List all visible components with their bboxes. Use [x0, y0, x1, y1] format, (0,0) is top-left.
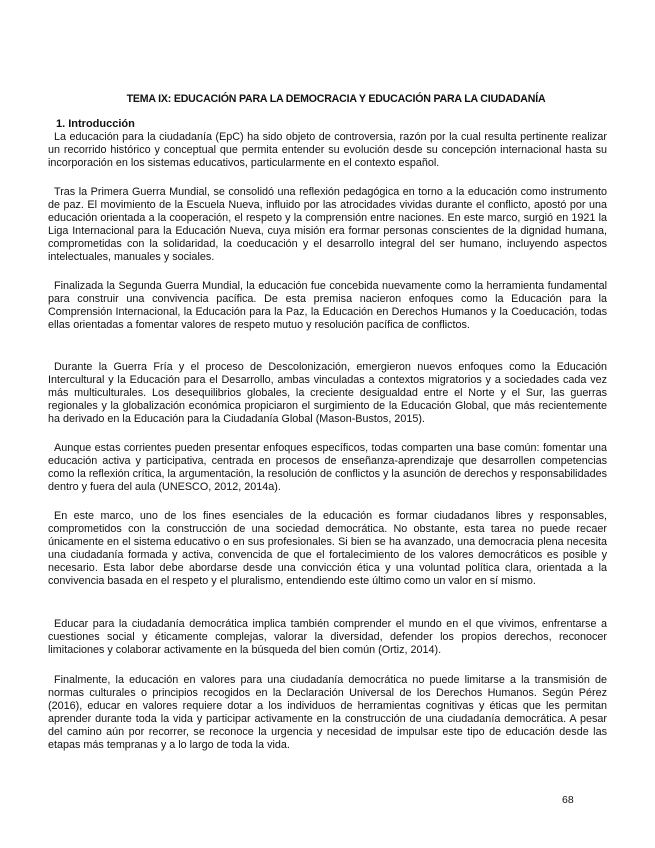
paragraph-1: La educación para la ciudadanía (EpC) ha sido objeto de controversia, razón por la cual resulta pertinente realizar un recorrido histórico y conceptual que permita entender su evolución desde su concepción internacional hasta su incorporación en los sistemas educativos, particularmente en el contexto español.: [48, 131, 607, 169]
paragraph-6: En este marco, uno de los fines esenciales de la educación es formar ciudadanos libres y responsables, comprometidos con la construcción de una sociedad democrática. No obstante, esta tarea no puede recaer únicamente en el sistema educativo o en sus profesionales. Si bien se ha avanzado, una democracia plena necesita una ciudadanía formada y activa, convencida de que el fortalecimiento de los valores democráticos es posible y necesario. Esta labor debe abordarse desde una convicción ética y una voluntad política clara, orientada a la convivencia basada en el respeto y el pluralismo, entendiendo este último como un valor en sí mismo.: [48, 510, 607, 587]
section-heading: 1. Introducción: [56, 118, 135, 130]
paragraph-4: Durante la Guerra Fría y el proceso de Descolonización, emergieron nuevos enfoques como la Educación Intercultural y la Educación para el Desarrollo, ambas vinculadas a contextos migratorios y a sociedades cada vez más multiculturales. Los desequilibrios globales, la creciente desigualdad entre el Norte y el Sur, las guerras regionales y la globalización económica propiciaron el surgimiento de la Educación Global, que más recientemente ha derivado en la Educación para la Ciudadanía Global (Mason-Bustos, 2015).: [48, 361, 607, 425]
paragraph-3: Finalizada la Segunda Guerra Mundial, la educación fue concebida nuevamente como la herramienta fundamental para construir una convivencia pacífica. De esta premisa nacieron enfoques como la Educación para la Comprensión Internacional, la Educación para la Paz, la Educación en Derechos Humanos y la Coeducación, todas ellas orientadas a fomentar valores de respeto mutuo y resolución pacífica de conflictos.: [48, 280, 607, 331]
paragraph-5: Aunque estas corrientes pueden presentar enfoques específicos, todas comparten una base común: fomentar una educación activa y participativa, centrada en procesos de enseñanza-aprendizaje que desarrollen competencias como la reflexión crítica, la argumentación, la resolución de conflictos y la asunción de derechos y responsabilidades dentro y fuera del aula (UNESCO, 2012, 2014a).: [48, 442, 607, 493]
paragraph-8: Finalmente, la educación en valores para una ciudadanía democrática no puede limitarse a la transmisión de normas culturales o principios recogidos en la Declaración Universal de los Derechos Humanos. Según Pérez (2016), educar en valores requiere dotar a los individuos de herramientas cognitivas y éticas que les permitan aprender durante toda la vida y participar activamente en la construcción de una ciudadanía democrática. A pesar del camino aún por recorrer, se reconoce la urgencia y necesidad de impulsar este tipo de educación desde las etapas más tempranas y a lo largo de toda la vida.: [48, 674, 607, 751]
paragraph-2: Tras la Primera Guerra Mundial, se consolidó una reflexión pedagógica en torno a la educación como instrumento de paz. El movimiento de la Escuela Nueva, influido por las atrocidades vividas durante el conflicto, apostó por una educación orientada a la cooperación, el respeto y la comprensión entre naciones. En este marco, surgió en 1921 la Liga Internacional para la Educación Nueva, cuya misión era formar personas conscientes de la dignidad humana, comprometidas con la solidaridad, la coeducación y el desarrollo integral del ser humano, incluyendo aspectos intelectuales, manuales y sociales.: [48, 186, 607, 263]
document-title: TEMA IX: EDUCACIÓN PARA LA DEMOCRACIA Y EDUCACIÓN PARA LA CIUDADANÍA: [126, 93, 546, 105]
paragraph-7: Educar para la ciudadanía democrática implica también comprender el mundo en el que vivimos, enfrentarse a cuestiones social y éticamente complejas, valorar la diversidad, defender los propios derechos, reconocer limitaciones y colaborar activamente en la búsqueda del bien común (Ortiz, 2014).: [48, 618, 607, 656]
page-number: 68: [562, 794, 574, 806]
